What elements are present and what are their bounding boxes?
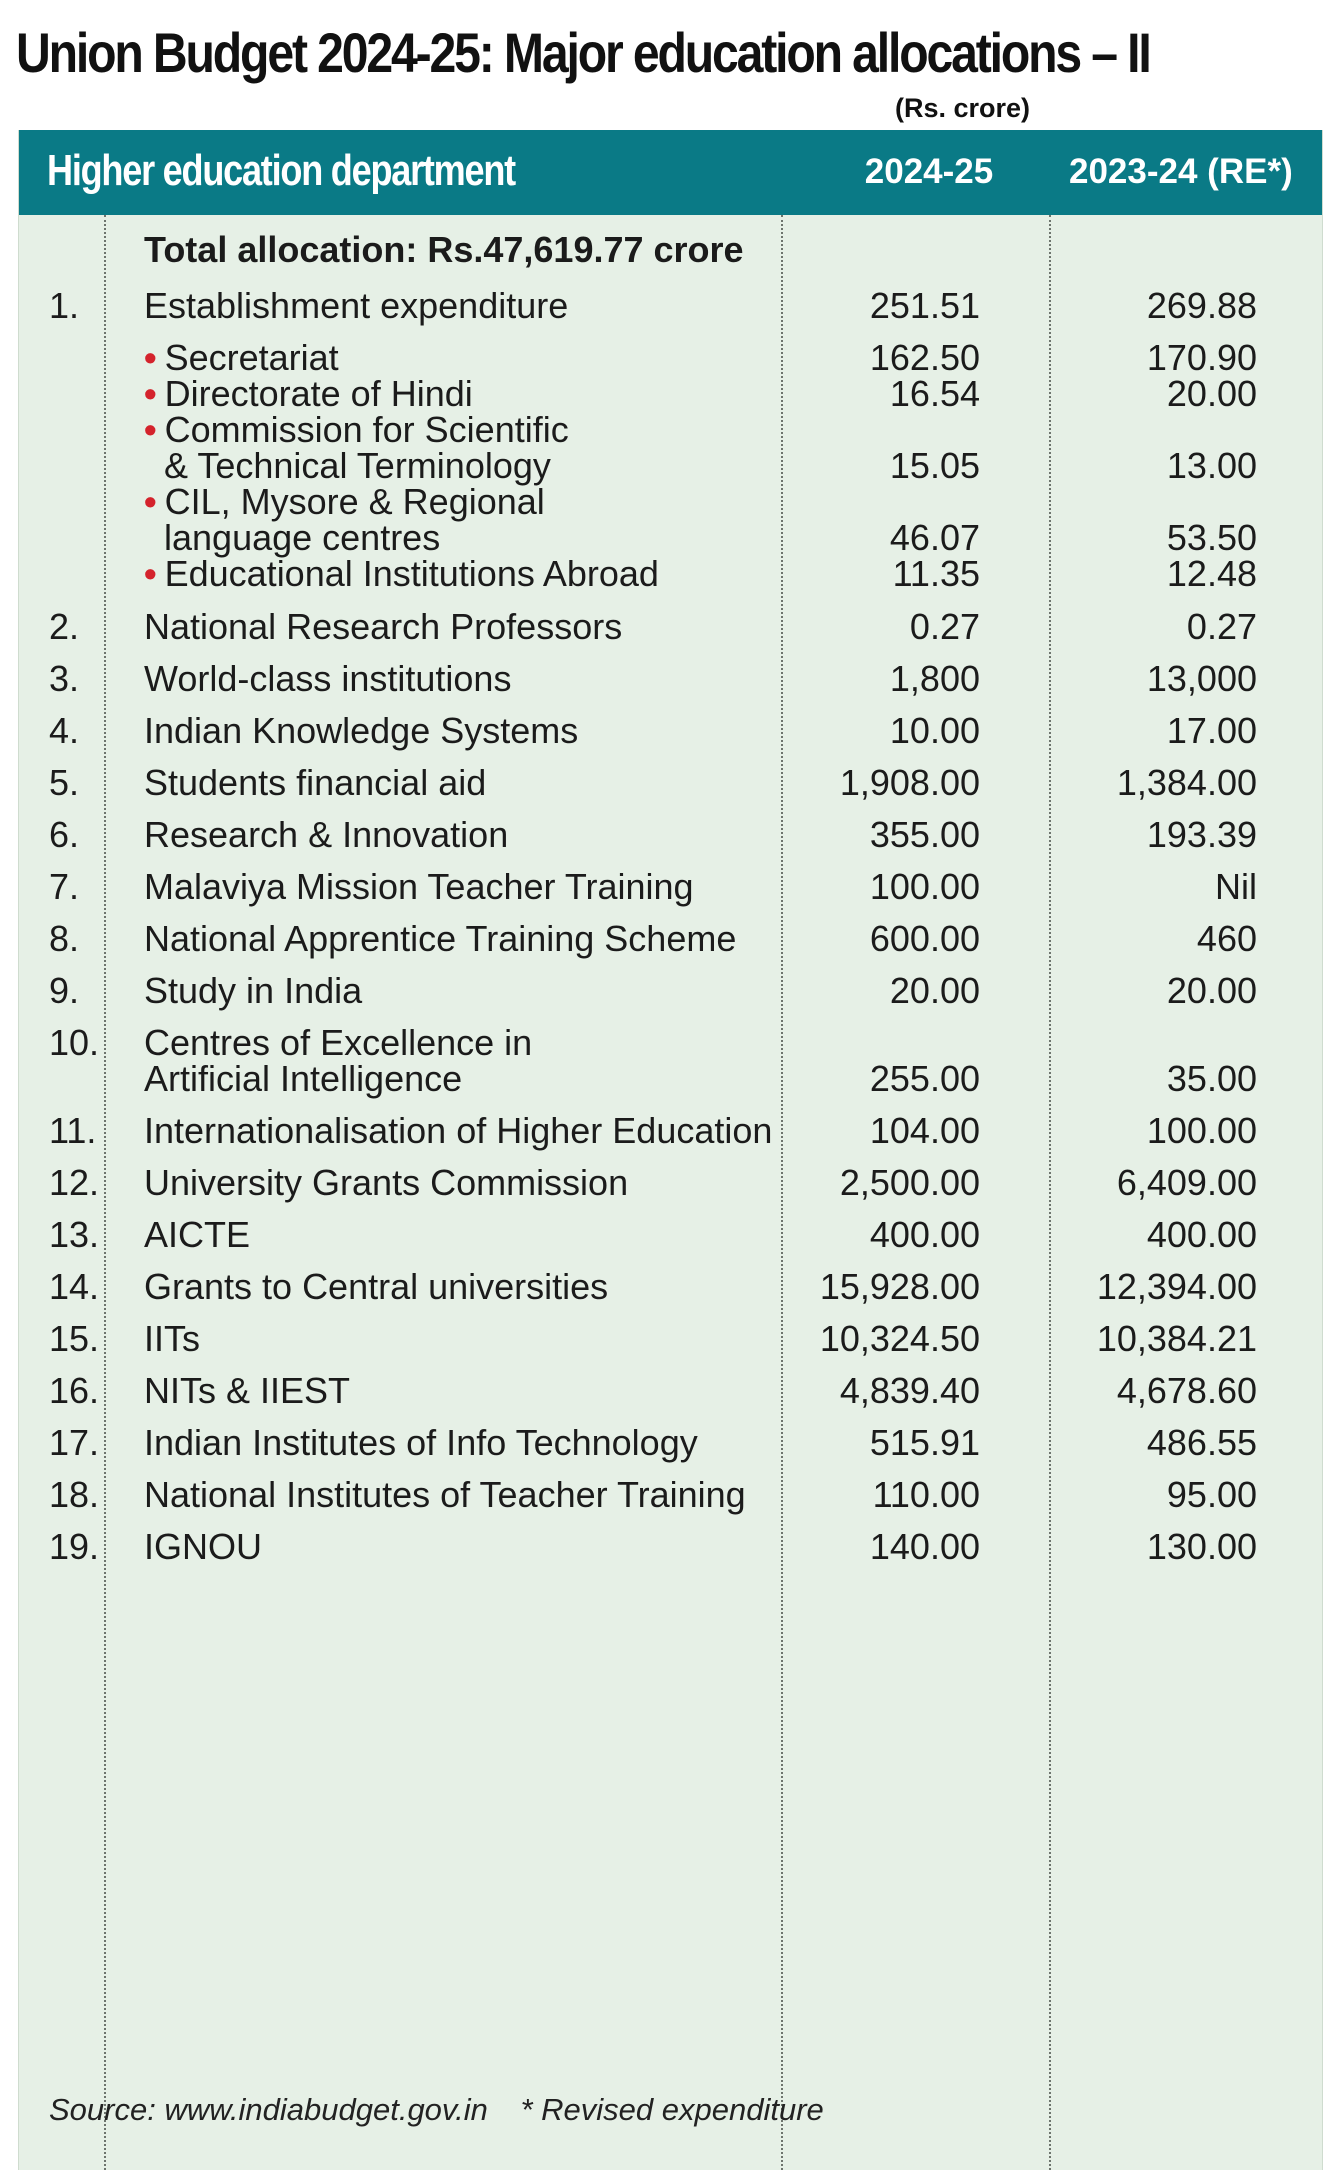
row-number: 12. [49,1162,100,1203]
row-number: 8. [49,918,80,959]
value-2024-25: 11.35 [892,553,980,594]
row-label-text: Indian Institutes of Info Technology [144,1422,698,1463]
table-header [19,130,1322,215]
row-label [144,1418,698,1468]
value-2023-24: 1,384.00 [1116,762,1257,803]
row-label-text: AICTE [144,1214,251,1255]
value-2024-25: 104.00 [869,1110,980,1151]
row-number: 9. [49,970,80,1011]
row-number: 6. [49,814,80,855]
row-label [144,549,659,599]
bullet-icon: • [144,481,157,522]
value-2023-24: 17.00 [1166,710,1257,751]
value-2024-25: 1,908.00 [839,762,980,803]
value-2023-24: 13,000 [1146,658,1257,699]
value-2023-24: 269.88 [1146,285,1257,326]
value-2023-24: 130.00 [1146,1526,1257,1567]
value-2023-24: Nil [1215,866,1257,907]
row-number: 14. [49,1266,100,1307]
source-text: Source: www.indiabudget.gov.in [49,2092,488,2127]
row-label [144,810,508,860]
value-2024-25: 1,800 [889,658,980,699]
row-label-text: World-class institutions [144,658,512,699]
row-label [144,1470,746,1520]
row-label-text: Grants to Central universities [144,1266,609,1307]
row-label [144,1022,533,1099]
value-2023-24: 4,678.60 [1116,1370,1257,1411]
row-label-text: Educational Institutions Abroad [164,553,659,594]
value-2023-24: 13.00 [1166,445,1257,486]
value-2024-25: 515.91 [869,1422,980,1463]
row-label-text: IITs [144,1318,201,1359]
row-label-text: Secretariat [164,337,339,378]
footnote-text: * Revised expenditure [520,2092,824,2127]
row-number: 10. [49,1022,100,1063]
row-label-text: National Research Professors [144,606,623,647]
row-label-text: Malaviya Mission Teacher Training [144,866,694,907]
row-label [144,1158,628,1208]
row-number: 13. [49,1214,100,1255]
value-2023-24: 12.48 [1166,553,1257,594]
value-2023-24: 486.55 [1146,1422,1257,1463]
row-label [144,481,545,558]
source-note [49,2092,848,2128]
row-number: 1. [49,285,80,326]
value-2024-25: 600.00 [869,918,980,959]
value-2023-24: 6,409.00 [1116,1162,1257,1203]
header-col-2023-24: 2023-24 (RE*) [1069,152,1293,191]
row-label-text: IGNOU [144,1526,263,1567]
value-2023-24: 20.00 [1166,373,1257,414]
row-label [144,1262,608,1312]
allocation-table [18,130,1323,2170]
row-number: 3. [49,658,80,699]
row-number: 11. [49,1110,97,1151]
row-label-text: Students financial aid [144,762,487,803]
row-label-text: Research & Innovation [144,814,509,855]
row-number: 4. [49,710,80,751]
header-department: Higher education department [47,146,515,195]
column-divider [781,215,783,2170]
row-label [144,281,568,331]
value-2023-24: 100.00 [1146,1110,1257,1151]
value-2024-25: 4,839.40 [839,1370,980,1411]
row-label [144,1106,772,1156]
row-label-text: Study in India [144,970,363,1011]
row-number: 17. [49,1422,100,1463]
row-label-text: University Grants Commission [144,1162,629,1203]
value-2024-25: 16.54 [889,373,980,414]
row-label-text: NITs & IIEST [144,1370,351,1411]
column-divider [104,215,106,2170]
value-2024-25: 20.00 [889,970,980,1011]
value-2024-25: 15,928.00 [819,1266,980,1307]
value-2024-25: 162.50 [869,337,980,378]
value-2023-24: 0.27 [1186,606,1257,647]
column-divider [1049,215,1051,2170]
row-label [144,602,622,652]
row-label [144,758,486,808]
bullet-icon: • [144,337,157,378]
value-2023-24: 20.00 [1166,970,1257,1011]
row-number: 15. [49,1318,100,1359]
row-label [144,1314,200,1364]
row-label-text: National Apprentice Training Scheme [144,918,737,959]
row-label-text: CIL, Mysore & Regional [164,481,545,522]
row-label-text: Commission for Scientific [164,409,569,450]
value-2023-24: 193.39 [1146,814,1257,855]
row-number: 18. [49,1474,100,1515]
value-2024-25: 10.00 [889,710,980,751]
value-2024-25: 400.00 [869,1214,980,1255]
row-label-text: Internationalisation of Higher Education [144,1110,773,1151]
row-number: 19. [49,1526,100,1567]
row-label [144,654,511,704]
value-2024-25: 355.00 [869,814,980,855]
bullet-icon: • [144,409,157,450]
row-label-text: Centres of Excellence in [144,1022,533,1063]
row-number: 16. [49,1370,100,1411]
value-2024-25: 46.07 [889,517,980,558]
row-label-text-2: & Technical Terminology [164,445,551,486]
row-label [144,409,569,486]
row-label [144,966,362,1016]
row-label-text-2: language centres [164,517,441,558]
value-2023-24: 53.50 [1166,517,1257,558]
row-label [144,914,736,964]
row-label-text: National Institutes of Teacher Training [144,1474,746,1515]
row-number: 7. [49,866,80,907]
bullet-icon: • [144,553,157,594]
row-label-text: Establishment expenditure [144,285,569,326]
value-2024-25: 100.00 [869,866,980,907]
value-2024-25: 251.51 [869,285,980,326]
row-label [144,1366,350,1416]
value-2024-25: 110.00 [872,1474,980,1515]
value-2023-24: 460 [1196,918,1257,959]
bullet-icon: • [144,373,157,414]
row-label [144,1210,250,1260]
row-label [144,1522,262,1572]
row-label-text: Directorate of Hindi [164,373,473,414]
page-title: Union Budget 2024-25: Major education allocations – II [16,21,1150,84]
value-2024-25: 0.27 [909,606,980,647]
header-col-2024-25: 2024-25 [864,152,994,191]
value-2023-24: 170.90 [1146,337,1257,378]
value-2023-24: 95.00 [1166,1474,1257,1515]
value-2023-24: 12,394.00 [1096,1266,1257,1307]
value-2024-25: 255.00 [869,1058,980,1099]
value-2024-25: 10,324.50 [819,1318,980,1359]
value-2024-25: 140.00 [869,1526,980,1567]
value-2024-25: 2,500.00 [839,1162,980,1203]
value-2024-25: 15.05 [889,445,980,486]
row-label-text: Indian Knowledge Systems [144,710,579,751]
row-number: 2. [49,606,80,647]
row-number: 5. [49,762,80,803]
value-2023-24: 35.00 [1166,1058,1257,1099]
row-label [144,862,694,912]
unit-label: (Rs. crore) [894,93,1030,123]
value-2023-24: 10,384.21 [1096,1318,1257,1359]
row-label [144,706,578,756]
total-label: Total allocation: Rs.47,619.77 crore [144,229,744,270]
row-label-text-2: Artificial Intelligence [144,1058,463,1099]
value-2023-24: 400.00 [1146,1214,1257,1255]
